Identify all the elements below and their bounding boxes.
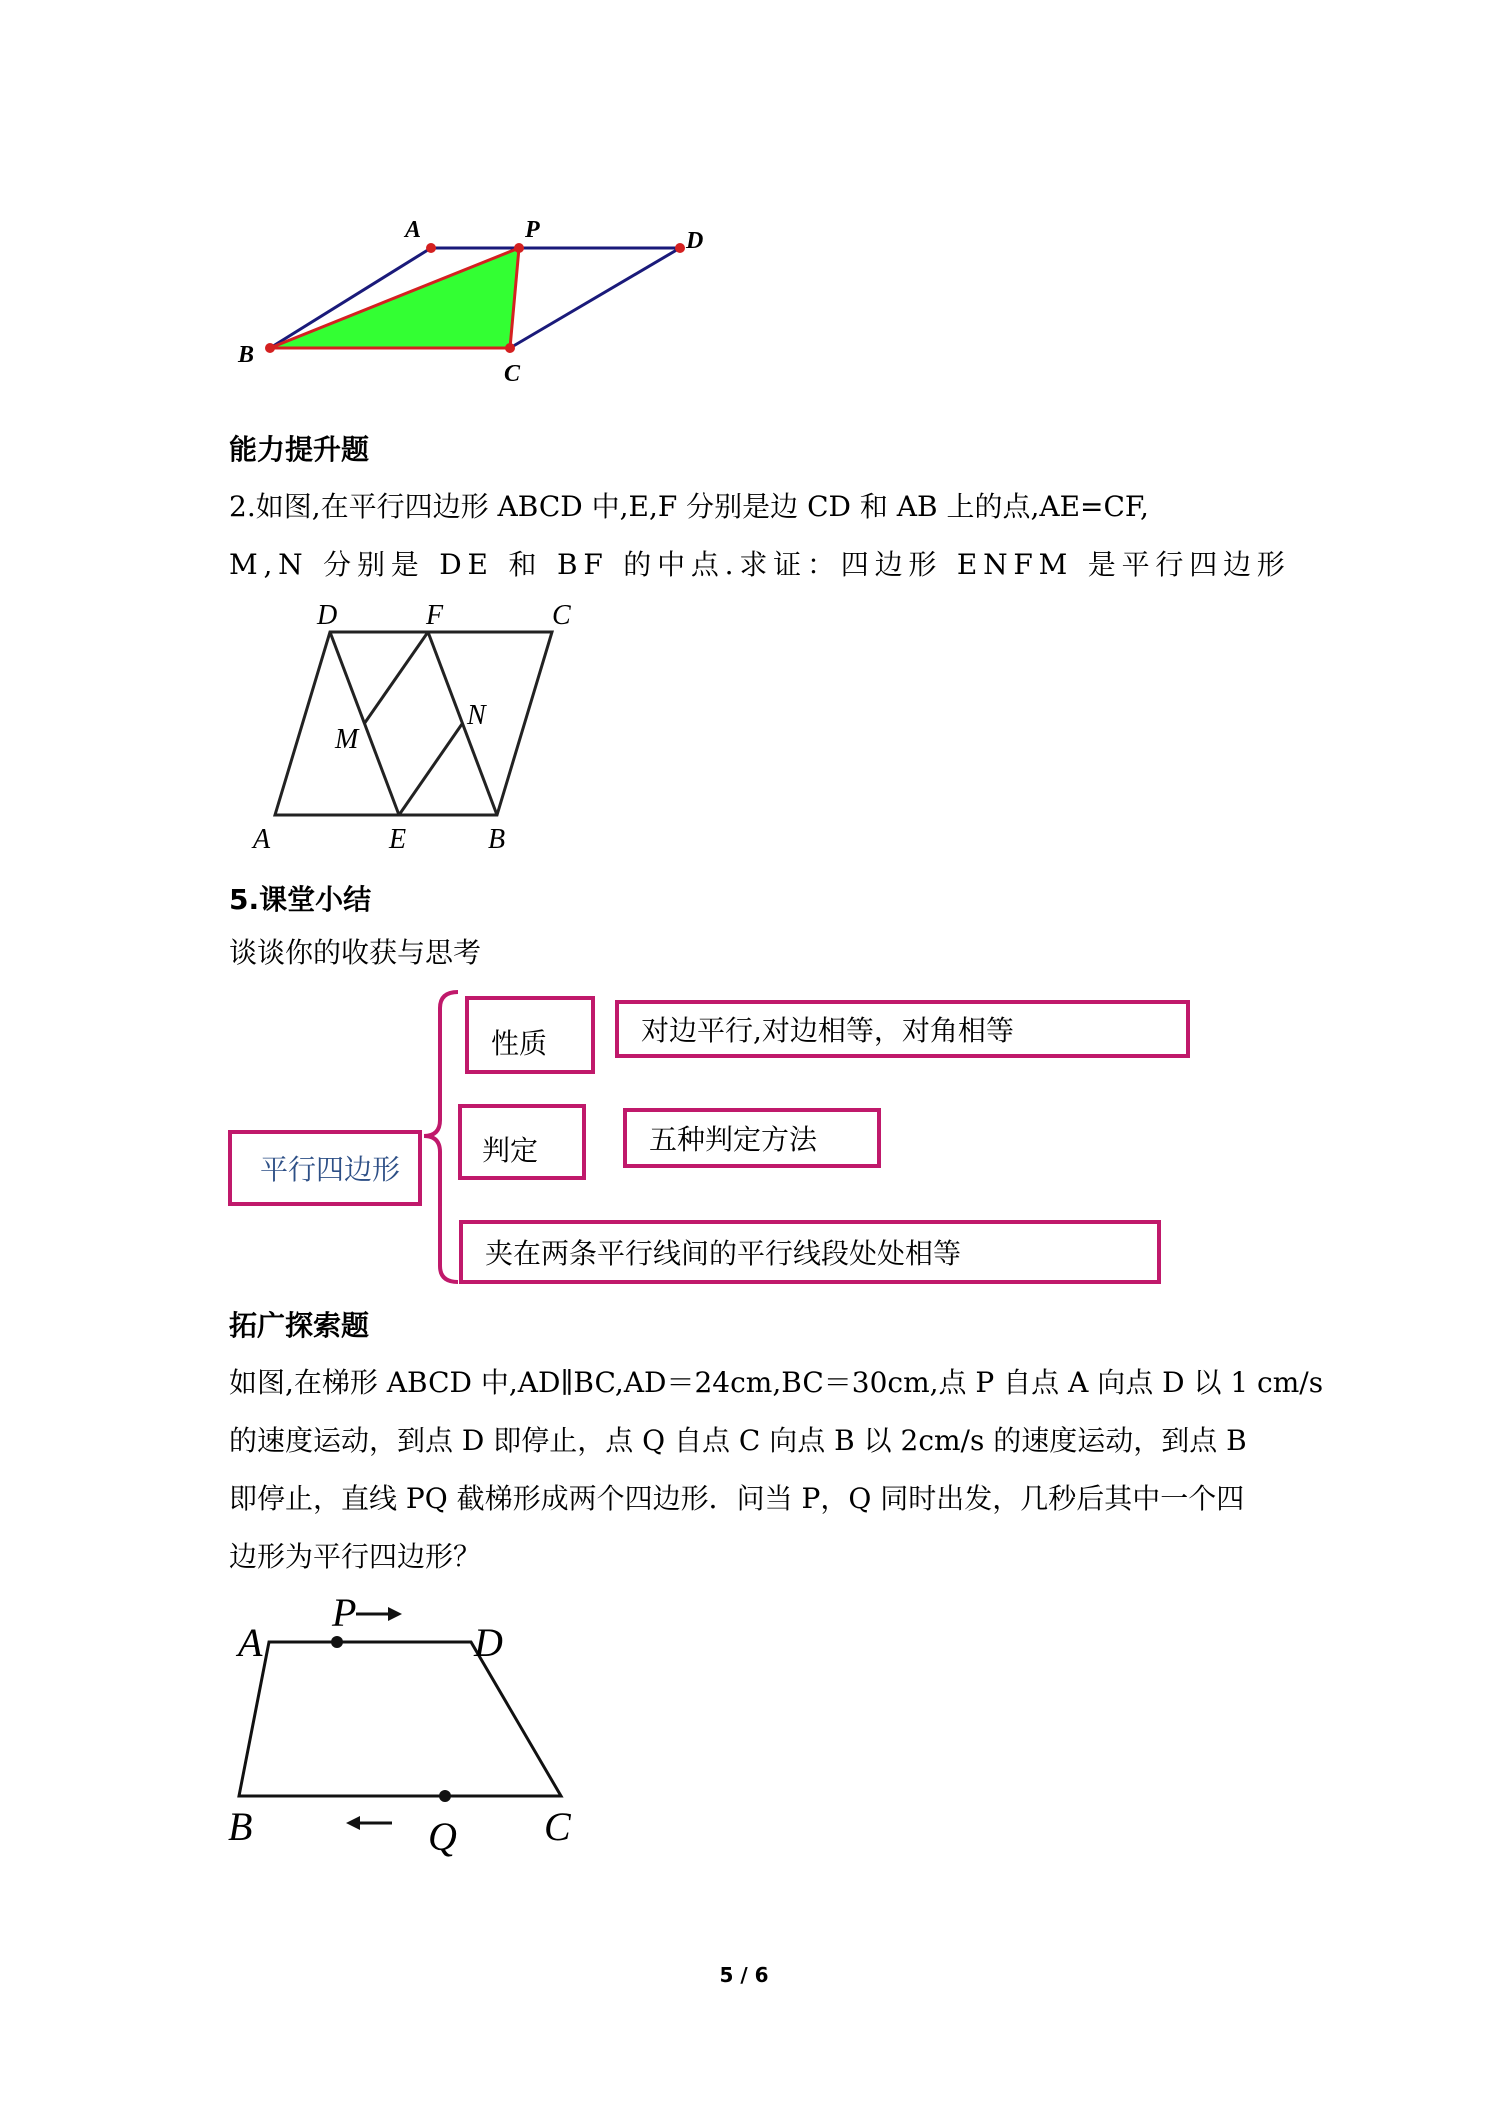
- explore-line3: 即停止，直线 PQ 截梯形成两个四边形．问当 P，Q 同时出发，几秒后其中一个四: [229, 1482, 1245, 1515]
- explore-line4: 边形为平行四边形？: [229, 1540, 482, 1573]
- figure-parallelogram-triangle: [220, 200, 740, 400]
- label-d3: D: [474, 1620, 503, 1665]
- summary-prompt: 谈谈你的收获与思考: [229, 936, 482, 969]
- mindmap-criteria-text: 五种判定方法: [649, 1123, 818, 1156]
- summary-bracket: [420, 988, 460, 1288]
- segment-en: [399, 724, 462, 815]
- section-title-ability: 能力提升题: [229, 433, 370, 466]
- label-c: C: [504, 361, 521, 387]
- problem2-line2: M,N 分别是 DE 和 BF 的中点.求证：四边形 ENFM 是平行四边形: [229, 548, 1291, 581]
- figure-parallelogram-enfm: [250, 596, 590, 856]
- label-c3: C: [544, 1804, 571, 1849]
- label-b2: B: [488, 824, 506, 855]
- trapezoid-abcd: [239, 1642, 561, 1796]
- mindmap-property-label: 性质: [491, 1027, 548, 1060]
- label-a3: A: [238, 1620, 263, 1665]
- page-number: 5 / 6: [719, 1963, 769, 1987]
- label-f: F: [426, 600, 444, 631]
- label-e: E: [389, 824, 407, 855]
- label-p: P: [525, 217, 540, 243]
- mindmap-parallel-text: 夹在两条平行线间的平行线段处处相等: [485, 1237, 962, 1270]
- label-d: D: [686, 228, 704, 254]
- label-a2: A: [253, 824, 271, 855]
- section-title-explore: 拓广探索题: [229, 1309, 370, 1342]
- point-p: [514, 243, 524, 253]
- mindmap-property-text-box: [615, 1000, 1190, 1058]
- mindmap-criteria-box: [458, 1104, 586, 1180]
- mindmap-root: [228, 1130, 422, 1206]
- label-m: M: [335, 724, 359, 755]
- mindmap-criteria-text-box: [623, 1108, 881, 1168]
- mindmap-property-box: [465, 996, 595, 1074]
- explore-line1: 如图,在梯形 ABCD 中,AD∥BC,AD＝24cm,BC＝30cm,点 P 自点 A 向点 D 以 1 cm/s: [229, 1366, 1324, 1399]
- mindmap-root-label: 平行四边形: [260, 1153, 401, 1186]
- explore-line2: 的速度运动，到点 D 即停止，点 Q 自点 C 向点 B 以 2cm/s 的速度运动，到点 B: [229, 1424, 1247, 1457]
- label-p3: P: [332, 1596, 357, 1635]
- label-n: N: [467, 700, 486, 731]
- label-c2: C: [552, 600, 571, 631]
- mindmap-property-text: 对边平行,对边相等，对角相等: [641, 1014, 1014, 1047]
- problem2-line1: 2.如图,在平行四边形 ABCD 中,E,F 分别是边 CD 和 AB 上的点,AE=CF,: [229, 490, 1149, 523]
- point-c: [505, 343, 515, 353]
- label-a: A: [405, 217, 422, 243]
- arrow-q-icon: [346, 1816, 360, 1830]
- label-b3: B: [228, 1804, 253, 1849]
- label-b: B: [238, 342, 255, 368]
- parallelogram-abcd: [275, 632, 552, 815]
- point-d: [675, 243, 685, 253]
- section-title-summary: 5.课堂小结: [229, 883, 372, 916]
- segment-mf: [364, 632, 428, 724]
- label-q3: Q: [428, 1814, 457, 1858]
- segment-fb: [428, 632, 497, 815]
- mindmap-parallel-box: [459, 1220, 1161, 1284]
- figure-trapezoid: [222, 1596, 582, 1858]
- label-d2: D: [317, 600, 338, 631]
- point-p3: [331, 1636, 343, 1648]
- arrow-p-icon: [388, 1607, 402, 1621]
- edge-dc: [510, 248, 680, 348]
- mindmap-criteria-label: 判定: [482, 1134, 539, 1167]
- point-b: [265, 343, 275, 353]
- point-a: [426, 243, 436, 253]
- point-q3: [439, 1790, 451, 1802]
